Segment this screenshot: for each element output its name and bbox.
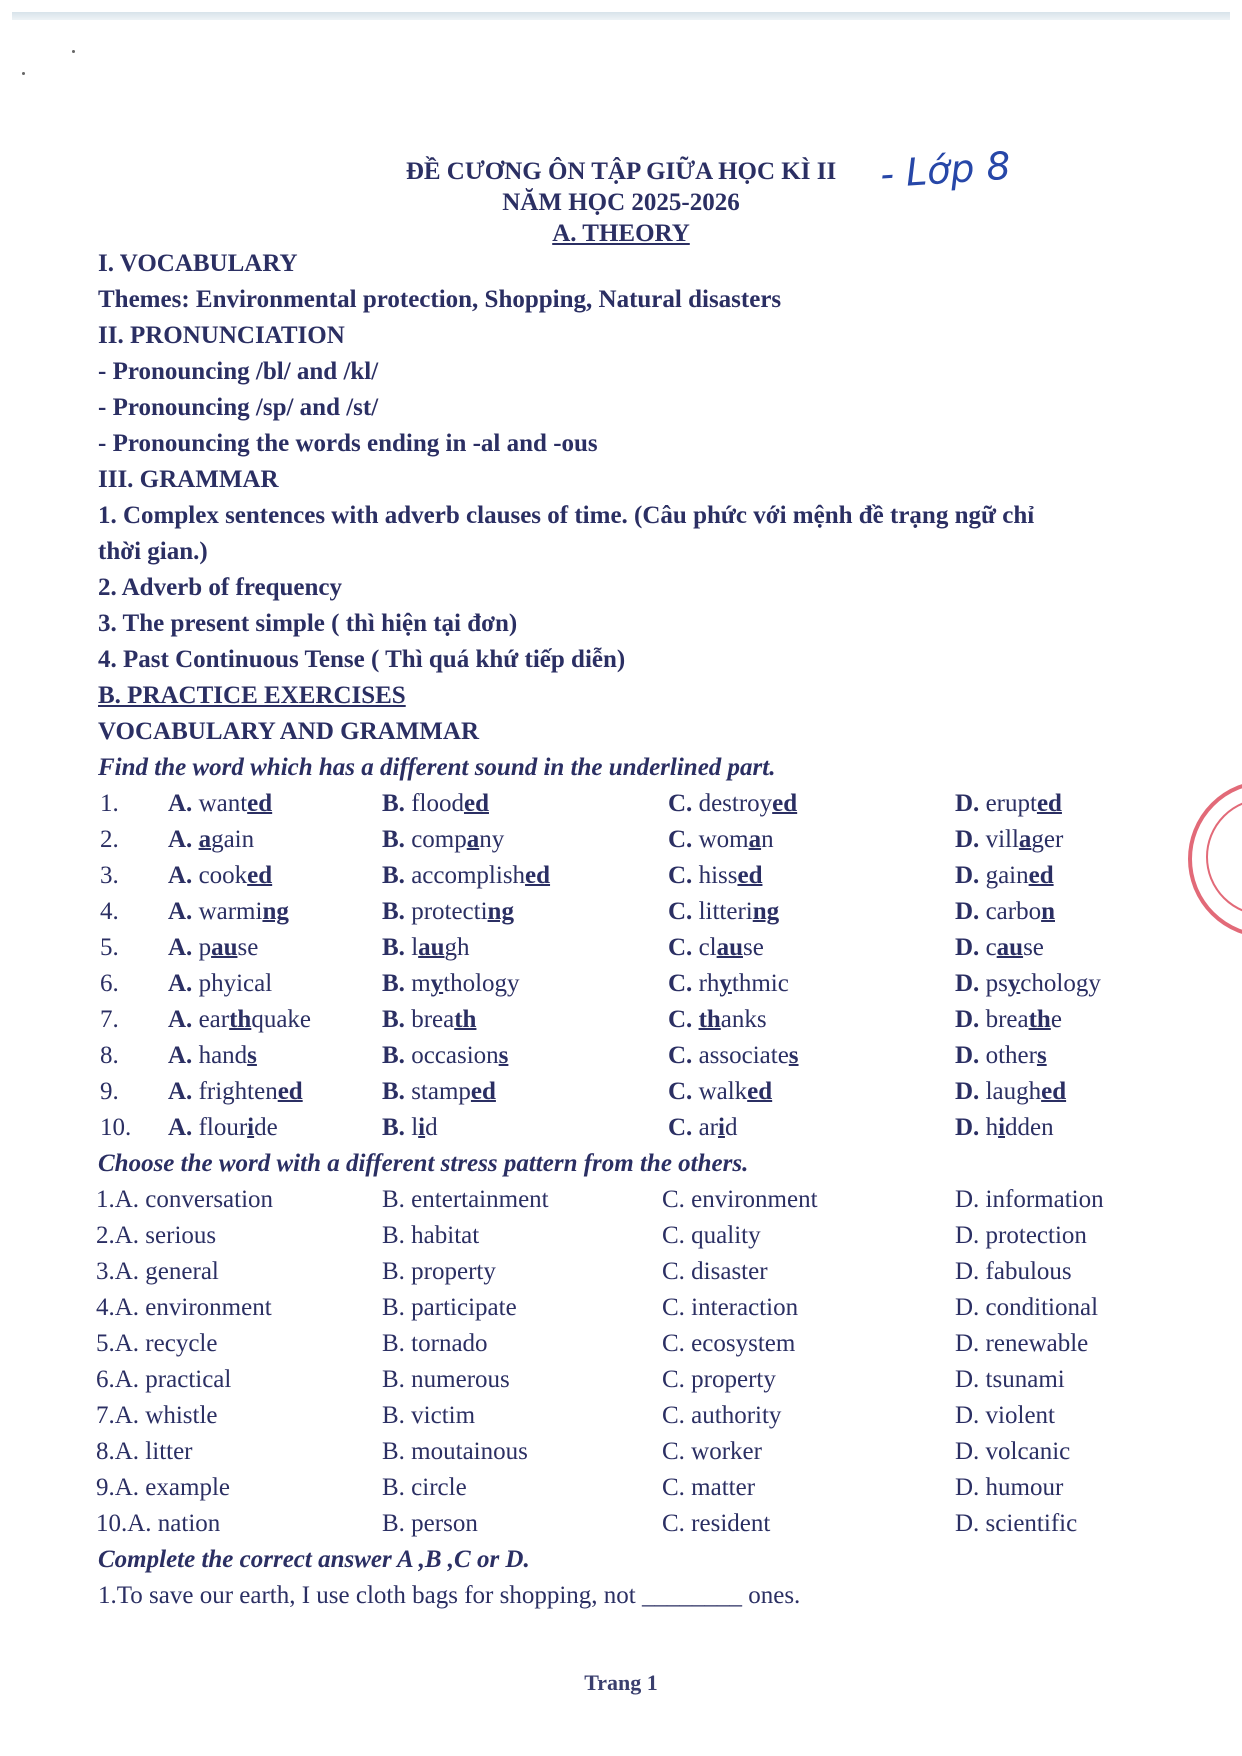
option-b bbox=[382, 1114, 438, 1142]
doc-title: ĐỀ CƯƠNG ÔN TẬP GIỮA HỌC KÌ II bbox=[405, 158, 837, 185]
option-c bbox=[668, 790, 797, 818]
pron-item: - Pronouncing /bl/ and /kl/ bbox=[98, 358, 379, 385]
stress-question-row bbox=[0, 1294, 1242, 1326]
stress-question-row bbox=[0, 1402, 1242, 1434]
option-b: B. moutainous bbox=[382, 1438, 528, 1465]
word-part: associate bbox=[698, 1042, 789, 1069]
underlined-part: th bbox=[454, 1006, 477, 1033]
grammar-item: 2. Adverb of frequency bbox=[98, 574, 342, 601]
option-a bbox=[168, 1042, 257, 1070]
word-part: litteri bbox=[698, 898, 753, 925]
page-number: Trang 1 bbox=[584, 1670, 658, 1695]
option-b bbox=[382, 1006, 476, 1034]
sound-question-row bbox=[0, 1078, 1242, 1110]
underlined-part: s bbox=[498, 1042, 509, 1069]
word-part: se bbox=[237, 934, 259, 961]
option-b bbox=[382, 970, 520, 998]
option-letter: C. bbox=[668, 1042, 699, 1069]
word-part: flour bbox=[198, 1114, 248, 1141]
word-part: want bbox=[198, 790, 248, 817]
underlined-part: i bbox=[717, 1114, 725, 1141]
option-b bbox=[382, 790, 489, 818]
question-number: 7. bbox=[100, 1006, 119, 1033]
underlined-part: th bbox=[1028, 1006, 1051, 1033]
option-a: 9.A. example bbox=[96, 1474, 230, 1501]
word-part: d bbox=[425, 1114, 438, 1141]
question-text-end: ones. bbox=[748, 1582, 801, 1609]
word-part: gain bbox=[985, 862, 1029, 889]
word-part: walk bbox=[698, 1078, 748, 1105]
word-part: cl bbox=[698, 934, 717, 961]
option-b bbox=[382, 1078, 496, 1106]
option-d: D. tsunami bbox=[955, 1366, 1065, 1393]
underlined-part: ed bbox=[247, 790, 273, 817]
question-number: 6. bbox=[100, 970, 119, 997]
word-part: frighten bbox=[198, 1078, 278, 1105]
option-d: D. humour bbox=[955, 1474, 1064, 1501]
option-letter: B. bbox=[382, 1078, 412, 1105]
handwritten-note: - Lớp 8 bbox=[878, 143, 1012, 197]
option-b: B. tornado bbox=[382, 1330, 488, 1357]
option-letter: C. bbox=[668, 1114, 699, 1141]
pron-item: - Pronouncing the words ending in -al and -ous bbox=[98, 430, 598, 457]
word-part: brea bbox=[985, 1006, 1029, 1033]
word-part: phyical bbox=[198, 970, 273, 997]
word-part: carbo bbox=[985, 898, 1042, 925]
underlined-part: ed bbox=[747, 1078, 773, 1105]
underlined-part: au bbox=[211, 934, 238, 961]
vocab-grammar-subtitle: VOCABULARY AND GRAMMAR bbox=[98, 718, 480, 745]
option-letter: C. bbox=[668, 970, 699, 997]
themes-line: Themes: Environmental protection, Shopping, Natural disasters bbox=[98, 286, 782, 313]
option-d bbox=[955, 970, 1101, 998]
word-part: anks bbox=[720, 1006, 767, 1033]
word-part: stamp bbox=[411, 1078, 471, 1105]
underlined-part: ed bbox=[470, 1078, 496, 1105]
sound-question-row bbox=[0, 1042, 1242, 1074]
underlined-part: ed bbox=[463, 790, 489, 817]
word-part: d bbox=[724, 1114, 738, 1141]
underlined-part: a bbox=[748, 826, 762, 853]
word-part: n bbox=[761, 826, 774, 853]
option-d bbox=[955, 1042, 1047, 1070]
underlined-part: s bbox=[247, 1042, 257, 1069]
underlined-part: ng bbox=[752, 898, 780, 925]
option-letter: C. bbox=[668, 934, 699, 961]
underlined-part: a bbox=[198, 826, 212, 853]
option-c bbox=[668, 1042, 799, 1070]
option-a bbox=[168, 898, 289, 926]
option-b bbox=[382, 934, 470, 962]
option-letter: A. bbox=[168, 970, 199, 997]
option-d bbox=[955, 862, 1054, 890]
option-d: D. violent bbox=[955, 1402, 1055, 1429]
word-part: brea bbox=[411, 1006, 455, 1033]
word-part: h bbox=[985, 1114, 999, 1141]
sound-question-row bbox=[0, 826, 1242, 858]
option-d: D. conditional bbox=[955, 1294, 1099, 1321]
option-b bbox=[382, 1042, 508, 1070]
underlined-part: au bbox=[716, 934, 744, 961]
grammar-item: 4. Past Continuous Tense ( Thì quá khứ tiếp diễn) bbox=[98, 646, 626, 673]
option-letter: A. bbox=[168, 898, 199, 925]
grammar-item: 1. Complex sentences with adverb clauses of time. (Câu phức với mệnh đề trạng ngữ chỉ bbox=[98, 502, 1035, 529]
underlined-part: y bbox=[430, 970, 444, 997]
option-letter: D. bbox=[955, 790, 986, 817]
word-part: quake bbox=[251, 1006, 312, 1033]
option-letter: D. bbox=[955, 1114, 986, 1141]
option-d: D. renewable bbox=[955, 1330, 1089, 1357]
option-letter: C. bbox=[668, 790, 699, 817]
question-number: 1. bbox=[100, 790, 119, 817]
underlined-part: ng bbox=[262, 898, 289, 925]
stress-question-row bbox=[0, 1366, 1242, 1398]
word-part: hand bbox=[198, 1042, 248, 1069]
stress-question-row bbox=[0, 1474, 1242, 1506]
grammar-title: III. GRAMMAR bbox=[98, 466, 279, 493]
underlined-part: a bbox=[466, 826, 480, 853]
word-part: thology bbox=[443, 970, 520, 997]
option-letter: A. bbox=[168, 934, 199, 961]
option-b: B. numerous bbox=[382, 1366, 510, 1393]
option-b: B. circle bbox=[382, 1474, 467, 1501]
vocabulary-title: I. VOCABULARY bbox=[98, 250, 298, 277]
mcq-question-1 bbox=[98, 1582, 800, 1610]
underlined-part: y bbox=[1007, 970, 1021, 997]
stress-question-row bbox=[0, 1330, 1242, 1362]
option-d: D. protection bbox=[955, 1222, 1087, 1249]
sound-question-row bbox=[0, 790, 1242, 822]
option-d bbox=[955, 1006, 1062, 1034]
underlined-part: au bbox=[996, 934, 1024, 961]
option-a: 8.A. litter bbox=[96, 1438, 193, 1465]
option-letter: D. bbox=[955, 1006, 986, 1033]
word-part: dden bbox=[1005, 1114, 1054, 1141]
option-c bbox=[668, 862, 762, 890]
word-part: warmi bbox=[198, 898, 263, 925]
option-a: 4.A. environment bbox=[96, 1294, 272, 1321]
question-number: 10. bbox=[100, 1114, 132, 1141]
option-letter: A. bbox=[168, 1078, 199, 1105]
underlined-part: i bbox=[998, 1114, 1006, 1141]
word-part: hiss bbox=[698, 862, 738, 889]
option-letter: B. bbox=[382, 898, 412, 925]
option-letter: B. bbox=[382, 826, 412, 853]
option-a: 2.A. serious bbox=[96, 1222, 217, 1249]
grammar-item: 3. The present simple ( thì hiện tại đơn) bbox=[98, 610, 518, 637]
word-part: comp bbox=[411, 826, 467, 853]
underlined-part: s bbox=[788, 1042, 799, 1069]
option-b bbox=[382, 898, 514, 926]
option-a bbox=[168, 790, 272, 818]
word-part: c bbox=[985, 934, 997, 961]
option-b bbox=[382, 862, 550, 890]
option-a bbox=[168, 1114, 278, 1142]
sound-question-row bbox=[0, 862, 1242, 894]
underlined-part: ed bbox=[525, 862, 551, 889]
option-letter: D. bbox=[955, 898, 986, 925]
option-letter: B. bbox=[382, 790, 412, 817]
option-a bbox=[168, 934, 258, 962]
sound-question-row bbox=[0, 934, 1242, 966]
sound-question-row bbox=[0, 970, 1242, 1002]
scan-speck bbox=[72, 50, 75, 53]
option-c bbox=[668, 1078, 772, 1106]
underlined-part: y bbox=[719, 970, 732, 997]
option-letter: B. bbox=[382, 1006, 412, 1033]
stress-question-row bbox=[0, 1222, 1242, 1254]
stress-question-row bbox=[0, 1186, 1242, 1218]
section-b-title: B. PRACTICE EXERCISES bbox=[98, 682, 406, 709]
word-part: destroy bbox=[698, 790, 773, 817]
option-c: C. matter bbox=[662, 1474, 756, 1501]
word-part: erupt bbox=[985, 790, 1037, 817]
word-part: flood bbox=[411, 790, 464, 817]
option-d: D. information bbox=[955, 1186, 1104, 1213]
word-part: gain bbox=[211, 826, 255, 853]
sound-question-row bbox=[0, 898, 1242, 930]
pron-item: - Pronouncing /sp/ and /st/ bbox=[98, 394, 379, 421]
underlined-part: i bbox=[418, 1114, 426, 1141]
underlined-part: a bbox=[1018, 826, 1032, 853]
word-part: e bbox=[1050, 1006, 1062, 1033]
option-a: 3.A. general bbox=[96, 1258, 219, 1285]
underlined-part: ed bbox=[1036, 790, 1062, 817]
option-letter: A. bbox=[168, 1006, 199, 1033]
answer-blank: ________ bbox=[641, 1582, 742, 1609]
option-c: C. quality bbox=[662, 1222, 761, 1249]
word-part: cook bbox=[198, 862, 248, 889]
grammar-item-cont: thời gian.) bbox=[98, 538, 208, 565]
option-letter: C. bbox=[668, 862, 699, 889]
option-b bbox=[382, 826, 504, 854]
option-letter: A. bbox=[168, 1114, 199, 1141]
option-b: B. habitat bbox=[382, 1222, 480, 1249]
underlined-part: ed bbox=[1028, 862, 1054, 889]
option-letter: A. bbox=[168, 826, 199, 853]
option-d bbox=[955, 898, 1055, 926]
option-c: C. authority bbox=[662, 1402, 782, 1429]
option-c: C. resident bbox=[662, 1510, 771, 1537]
option-c bbox=[668, 826, 774, 854]
word-part: p bbox=[198, 934, 212, 961]
underlined-part: ed bbox=[247, 862, 273, 889]
underlined-part: i bbox=[247, 1114, 255, 1141]
question-number: 5. bbox=[100, 934, 119, 961]
question-number: 8. bbox=[100, 1042, 119, 1069]
option-letter: B. bbox=[382, 1042, 412, 1069]
option-d: D. scientific bbox=[955, 1510, 1078, 1537]
question-number: 4. bbox=[100, 898, 119, 925]
section-a-title: A. THEORY bbox=[552, 220, 690, 247]
word-part: ar bbox=[698, 1114, 718, 1141]
option-letter: C. bbox=[668, 826, 699, 853]
word-part: protecti bbox=[411, 898, 488, 925]
scan-speck bbox=[22, 72, 25, 75]
option-c bbox=[668, 898, 779, 926]
option-c: C. ecosystem bbox=[662, 1330, 796, 1357]
option-letter: D. bbox=[955, 862, 986, 889]
option-a: 6.A. practical bbox=[96, 1366, 232, 1393]
stress-question-row bbox=[0, 1438, 1242, 1470]
option-b: B. participate bbox=[382, 1294, 517, 1321]
option-d bbox=[955, 1078, 1066, 1106]
option-a bbox=[168, 826, 254, 854]
option-a bbox=[168, 1006, 311, 1034]
underlined-part: th bbox=[229, 1006, 252, 1033]
school-year: NĂM HỌC 2025-2026 bbox=[502, 189, 740, 216]
option-letter: B. bbox=[382, 934, 412, 961]
option-a: 1.A. conversation bbox=[96, 1186, 274, 1213]
option-d: D. fabulous bbox=[955, 1258, 1072, 1285]
option-b: B. person bbox=[382, 1510, 478, 1537]
option-letter: C. bbox=[668, 1006, 699, 1033]
option-c: C. environment bbox=[662, 1186, 818, 1213]
option-letter: D. bbox=[955, 970, 986, 997]
pronunciation-title: II. PRONUNCIATION bbox=[98, 322, 345, 349]
underlined-part: th bbox=[698, 1006, 721, 1033]
option-c bbox=[668, 970, 789, 998]
option-c: C. interaction bbox=[662, 1294, 799, 1321]
word-part: wom bbox=[698, 826, 749, 853]
instruction-sound: Find the word which has a different sound in the underlined part. bbox=[98, 754, 776, 781]
word-part: thmic bbox=[731, 970, 789, 997]
option-a: 7.A. whistle bbox=[96, 1402, 218, 1429]
word-part: chology bbox=[1020, 970, 1101, 997]
option-a bbox=[168, 1078, 303, 1106]
option-letter: D. bbox=[955, 1078, 986, 1105]
word-part: de bbox=[254, 1114, 278, 1141]
word-part: accomplish bbox=[411, 862, 526, 889]
word-part: occasion bbox=[411, 1042, 499, 1069]
word-part: ny bbox=[479, 826, 505, 853]
word-part: vill bbox=[985, 826, 1019, 853]
instruction-stress: Choose the word with a different stress pattern from the others. bbox=[98, 1150, 749, 1177]
option-letter: B. bbox=[382, 862, 412, 889]
word-part: rh bbox=[698, 970, 720, 997]
sound-question-row bbox=[0, 1114, 1242, 1146]
option-c bbox=[668, 1114, 737, 1142]
word-part: ger bbox=[1031, 826, 1064, 853]
question-text: 1.To save our earth, I use cloth bags for shopping, not bbox=[98, 1582, 636, 1609]
word-part: l bbox=[411, 1114, 419, 1141]
question-number: 3. bbox=[100, 862, 119, 889]
underlined-part: ed bbox=[772, 790, 798, 817]
option-d bbox=[955, 934, 1044, 962]
underlined-part: ed bbox=[737, 862, 763, 889]
option-a: 10.A. nation bbox=[96, 1510, 221, 1537]
option-b: B. entertainment bbox=[382, 1186, 549, 1213]
option-letter: D. bbox=[955, 826, 986, 853]
option-d: D. volcanic bbox=[955, 1438, 1071, 1465]
word-part: se bbox=[743, 934, 764, 961]
underlined-part: au bbox=[418, 934, 445, 961]
option-b: B. property bbox=[382, 1258, 496, 1285]
question-number: 9. bbox=[100, 1078, 119, 1105]
option-letter: C. bbox=[668, 1078, 699, 1105]
instruction-complete: Complete the correct answer A ,B ,C or D. bbox=[98, 1546, 530, 1573]
option-letter: A. bbox=[168, 790, 199, 817]
question-number: 2. bbox=[100, 826, 119, 853]
word-part: laugh bbox=[985, 1078, 1042, 1105]
word-part: se bbox=[1023, 934, 1044, 961]
option-a: 5.A. recycle bbox=[96, 1330, 218, 1357]
word-part: gh bbox=[444, 934, 470, 961]
word-part: ear bbox=[198, 1006, 230, 1033]
option-a bbox=[168, 970, 272, 998]
scan-edge bbox=[12, 12, 1230, 20]
option-d bbox=[955, 790, 1062, 818]
option-letter: B. bbox=[382, 970, 412, 997]
underlined-part: s bbox=[1036, 1042, 1047, 1069]
option-c bbox=[668, 1006, 767, 1034]
option-c bbox=[668, 934, 764, 962]
word-part: m bbox=[411, 970, 431, 997]
option-d bbox=[955, 1114, 1054, 1142]
option-letter: A. bbox=[168, 862, 199, 889]
stress-question-row bbox=[0, 1510, 1242, 1542]
word-part: l bbox=[411, 934, 419, 961]
underlined-part: ng bbox=[487, 898, 514, 925]
option-letter: A. bbox=[168, 1042, 199, 1069]
option-c: C. disaster bbox=[662, 1258, 768, 1285]
option-letter: D. bbox=[955, 934, 986, 961]
option-letter: B. bbox=[382, 1114, 412, 1141]
stress-question-row bbox=[0, 1258, 1242, 1290]
option-c: C. property bbox=[662, 1366, 776, 1393]
option-c: C. worker bbox=[662, 1438, 762, 1465]
word-part: ps bbox=[985, 970, 1008, 997]
option-d bbox=[955, 826, 1063, 854]
option-letter: D. bbox=[955, 1042, 986, 1069]
underlined-part: n bbox=[1041, 898, 1055, 925]
option-b: B. victim bbox=[382, 1402, 476, 1429]
word-part: other bbox=[985, 1042, 1037, 1069]
underlined-part: ed bbox=[277, 1078, 303, 1105]
underlined-part: ed bbox=[1041, 1078, 1067, 1105]
option-letter: C. bbox=[668, 898, 699, 925]
option-a bbox=[168, 862, 272, 890]
sound-question-row bbox=[0, 1006, 1242, 1038]
